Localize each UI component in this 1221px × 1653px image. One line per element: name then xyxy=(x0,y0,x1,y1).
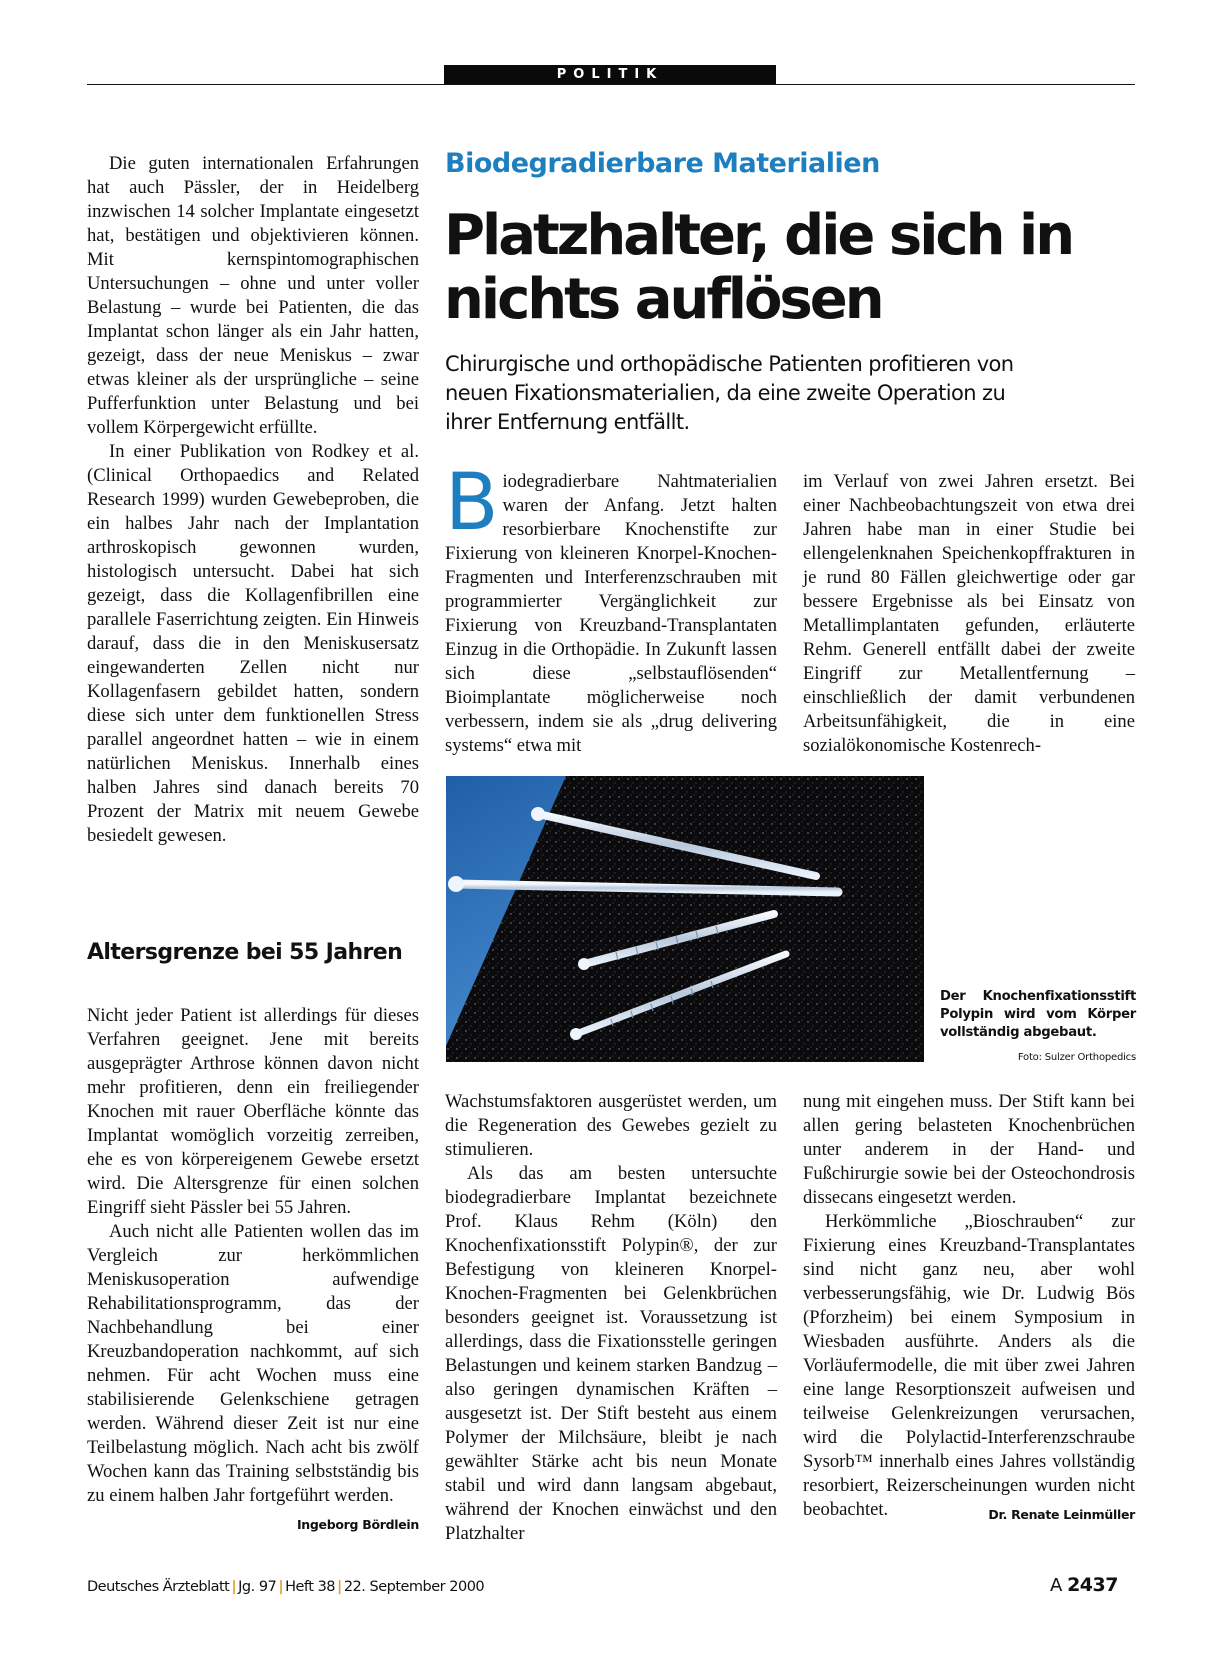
page-number-value: 2437 xyxy=(1067,1574,1118,1596)
main-lower-column-1 xyxy=(445,1090,777,1546)
header-rule xyxy=(87,84,1135,85)
left-paragraph-text: Auch nicht alle Patienten wollen das im Vergleich zur herkömmlichen Meniskusoperation aufwendige Rehabilitationsprogramm, das der Nachbehandlung bei einer Kreuzbandoperation nachkommt, auf sich nehmen. Für acht Wochen muss eine stabilisierende Gelenkschiene getragen werden. Während dieser Zeit ist nur eine Teilbelastung möglich. Nach acht bis zwölf Wochen kann das Training selbstständig bis zu einem halben Jahr fortgeführt werden. xyxy=(87,1221,419,1506)
main-paragraph: nung mit eingehen muss. Der Stift kann bei allen gering belasteten Knochenbrüchen unter anderem in der Hand- und Fußchirurgie sowie bei der Osteochondrosis dissecans eingesetzt werden. xyxy=(803,1091,1135,1208)
footer-separator: | xyxy=(231,1579,237,1595)
article-kicker: Biodegradierbare Materialien xyxy=(445,148,880,179)
footer-separator: | xyxy=(337,1579,342,1595)
footer-citation xyxy=(87,1579,484,1595)
main-column-2 xyxy=(803,470,1135,758)
main-column-1 xyxy=(445,458,777,758)
main-paragraph xyxy=(803,1210,1135,1522)
left-subhead: Altersgrenze bei 55 Jahren xyxy=(87,940,403,965)
page-prefix: A xyxy=(1050,1575,1062,1596)
page-number xyxy=(1050,1574,1118,1596)
main-paragraph xyxy=(445,458,777,758)
byline-right: Dr. Renate Leinmüller xyxy=(988,1507,1135,1522)
bone-pin-photo xyxy=(446,776,924,1062)
footer-separator: | xyxy=(278,1579,284,1595)
footer-date: 22. September 2000 xyxy=(343,1579,485,1595)
main-lower-column-2 xyxy=(803,1090,1135,1527)
section-label: POLITIK xyxy=(444,65,776,84)
main-paragraph: im Verlauf von zwei Jahren ersetzt. Bei einer Nachbeobachtungszeit von etwa drei Jahren habe man in einer Studie bei ellengelenknahen Speichenkopffrakturen in je rund 80 Fällen gleichwertige oder gar bessere Ergebnisse als bei Einsatz von Metallimplantaten gefunden, erläuterte Rehm. Generell entfällt dabei der zweite Eingriff zur Metallentfernung – einschließlich der damit verbundenen Arbeitsunfähigkeit, die in eine sozialökonomische Kostenrech- xyxy=(803,471,1135,756)
left-column-top xyxy=(87,152,419,848)
drop-cap: B xyxy=(445,458,499,548)
main-paragraph: Als das am besten untersuchte biodegradierbare Implantat bezeichnete Prof. Klaus Rehm (Köln) den Knochenfixationsstift Polypin®, der zur Befestigung von kleineren Knorpel-Knochen-Fragmenten bei Gelenkbrüchen besonders geeignet ist. Voraussetzung ist allerdings, dass die Fixationsstelle geringen Belastungen und keinem starken Bandzug – also geringen dynamischen Kräften – ausgesetzt ist. Der Stift besteht aus einem Polymer der Milchsäure, bleibt je nach gewählter Stärke acht bis neun Monate stabil und wird dann langsam abgebaut, während der Knochen einwächst und den Platzhalter xyxy=(445,1163,777,1544)
photo-credit: Foto: Sulzer Orthopedics xyxy=(1017,1052,1136,1063)
article-photo xyxy=(446,776,924,1062)
footer-volume: Jg. 97 xyxy=(238,1579,277,1595)
left-paragraph: Nicht jeder Patient ist allerdings für dieses Verfahren geeignet. Jene mit bereits ausgeprägter Arthrose können davon nicht mehr profitieren, denn ein freiliegender Knochen mit rauer Oberfläche könnte das Implantat womöglich vorzeitig zerreiben, ehe es von körpereigenem Gewebe ersetzt wird. Die Altersgrenze für einen solchen Eingriff sieht Pässler bei 55 Jahren. xyxy=(87,1005,419,1218)
article-deck: Chirurgische und orthopädische Patienten profitieren von neuen Fixationsmaterialien, da eine zweite Operation zu ihrer Entfernung entfällt. xyxy=(445,352,1014,434)
left-paragraph xyxy=(87,1220,419,1532)
footer-journal: Deutsches Ärzteblatt xyxy=(87,1579,230,1595)
main-paragraph-text: Herkömmliche „Bioschrauben“ zur Fixierung eines Kreuzband-Transplantates sind nicht ganz neu, aber wohl verbesserungsfähig, wie Dr. Ludwig Bös (Pforzheim) bei einem Symposium in Wiesbaden ausführte. Anders als die Vorläufermodelle, die mit über zwei Jahren eine lange Resorptionszeit aufweisen und teilweise Gelenkreizungen verursachen, wird die Polylactid-Interferenzschraube Sysorb™ innerhalb eines Jahres vollständig resorbiert, Reizerscheinungen wurden nicht beobachtet. xyxy=(803,1211,1135,1520)
footer-issue: Heft 38 xyxy=(285,1579,336,1595)
photo-caption: Der Knochenfixationsstift Polypin wird vom Körper vollständig abgebaut. xyxy=(940,989,1136,1040)
left-paragraph: Die guten internationalen Erfahrungen hat auch Pässler, der in Heidelberg inzwischen 14 solcher Implantate eingesetzt hat, bestätigen und objektivieren können. Mit kernspintomographischen Untersuchungen – ohne und unter voller Belastung – wurde bei Patienten, die das Implantat schon länger als ein Jahr hatten, gezeigt, dass der neue Meniskus – zwar etwas kleiner als der ursprüngliche – seine Pufferfunktion unter Belastung und bei vollem Körpergewicht erfüllte. xyxy=(87,153,419,438)
main-paragraph: Wachstumsfaktoren ausgerüstet werden, um die Regeneration des Gewebes gezielt zu stimulieren. xyxy=(445,1091,777,1160)
byline-left: Ingeborg Bördlein xyxy=(296,1517,419,1532)
article-headline: Platzhalter, die sich in nichts auflösen xyxy=(444,203,1073,332)
left-paragraph: In einer Publikation von Rodkey et al. (Clinical Orthopaedics and Related Research 1999) wurden Gewebeproben, die ein halbes Jahr nach der Implantation arthroskopisch gewonnen wurden, histologisch untersucht. Dabei hat sich gezeigt, dass die Kollagenfibrillen eine parallele Faserrichtung zeigten. Ein Hinweis darauf, dass die in den Meniskusersatz eingewanderten Zellen nicht nur Kollagenfasern gebildet hatten, sondern diese sich unter dem funktionellen Stress parallel angeordnet hatten – wie in einem natürlichen Meniskus. Innerhalb eines halben Jahres sind danach bereits 70 Prozent der Matrix mit neuem Gewebe besiedelt gewesen. xyxy=(87,441,419,846)
left-column-bottom xyxy=(87,1004,419,1537)
main-paragraph-text: iodegradierbare Nahtmaterialien waren der Anfang. Jetzt halten resorbierbare Knochenstifte zur Fixierung von kleineren Knorpel-Knochen-Fragmenten und Interferenzschrauben mit programmierter Vergänglichkeit zur Fixierung von Kreuzband-Transplantaten Einzug in die Orthopädie. In Zukunft lassen sich diese „selbstauflösenden“ Bioimplantate möglicherweise noch verbessern, indem sie als „drug delivering systems“ etwa mit xyxy=(445,471,777,756)
